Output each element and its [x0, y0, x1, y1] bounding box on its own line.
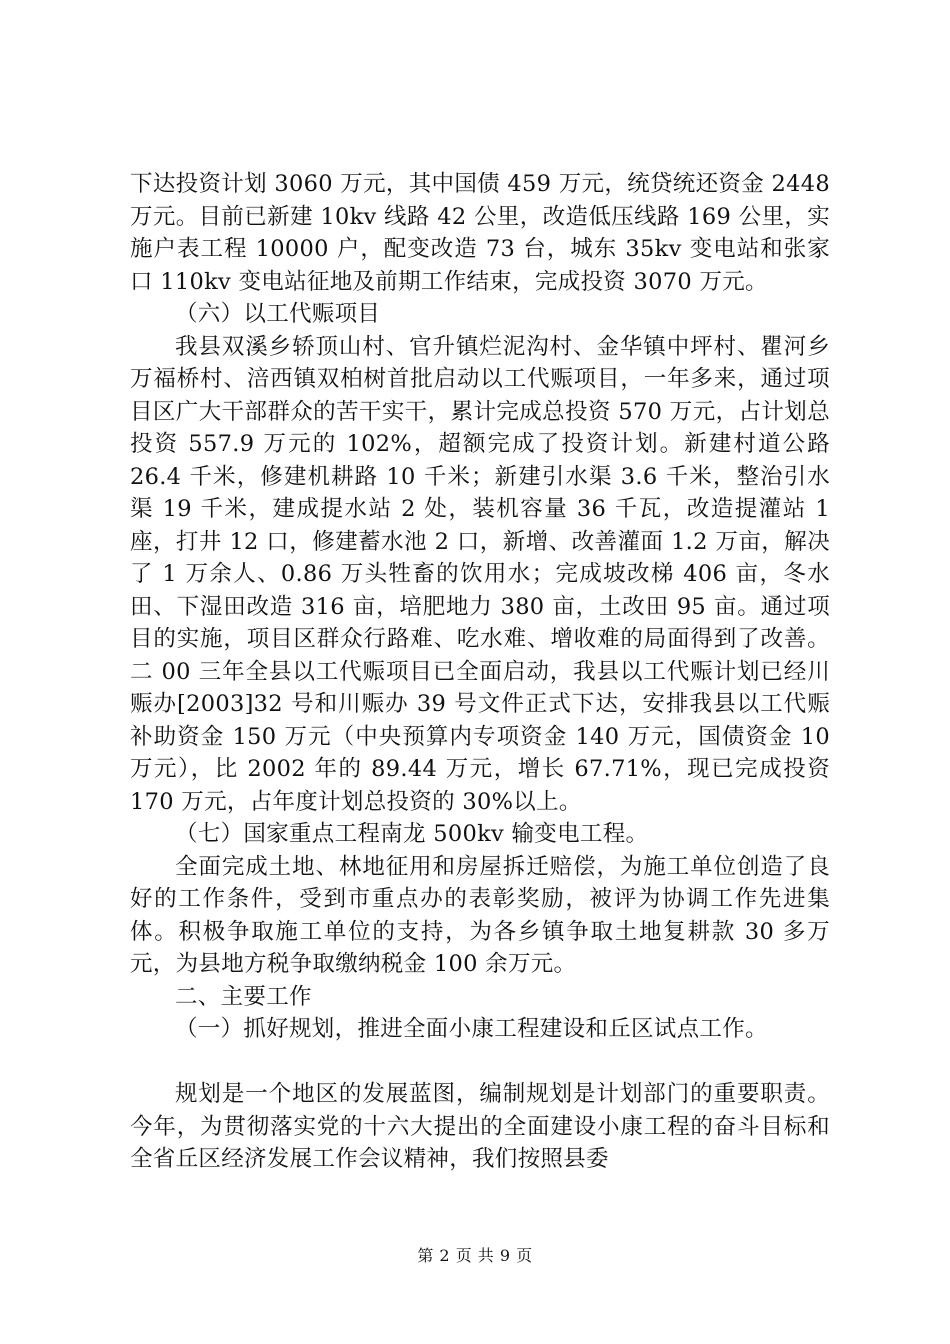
heading-planning-work: （一）抓好规划，推进全面小康工程建设和丘区试点工作。	[175, 1016, 768, 1042]
paragraph-nanlong-transmission-project: 全面完成土地、林地征用和房屋拆迁赔偿，为施工单位创造了良好的工作条件，受到市重点办的表彰奖励，被评为协调工作先进集体。积极争取施工单位的支持，为各乡镇争取土地复耕款 30 多万元，为县地方税争取缴纳税金 100 余万元。	[130, 853, 830, 977]
heading-main-work: 二、主要工作	[175, 983, 312, 1010]
paragraph-spacer	[130, 1046, 830, 1079]
document-body	[130, 168, 830, 1176]
heading-nanlong-transmission-project: （七）国家重点工程南龙 500kv 输变电工程。	[175, 821, 649, 847]
paragraph-planning-work: 规划是一个地区的发展蓝图，编制规划是计划部门的重要职责。今年，为贯彻落实党的十六大提出的全面建设小康工程的奋斗目标和全省丘区经济发展工作会议精神，我们按照县委	[130, 1081, 830, 1172]
paragraph-work-relief-project: 我县双溪乡轿顶山村、官升镇烂泥沟村、金华镇中坪村、瞿河乡万福桥村、涪西镇双柏树首批启动以工代赈项目，一年多来，通过项目区广大干部群众的苦干实干，累计完成总投资 570 万元，占计划总投资 557.9 万元的 102%，超额完成了投资计划。新建村道公路 26.4 千米，修建机耕路 10 千米；新建引水渠 3.6 千米，整治引水渠 19 千米，建成提水站 2 处，装机容量 36 千瓦，改造提灌站 1 座，打井 12 口，修建蓄水池 2 口，新增、改善灌面 1.2 万亩，解决了 1 万余人、0.86 万头牲畜的饮用水；完成坡改梯 406 亩，冬水田、下湿田改造 316 亩，培肥地力 380 亩，土改田 95 亩。通过项目的实施，项目区群众行路难、吃水难、增收难的局面得到了改善。二 00 三年全县以工代赈项目已全面启动，我县以工代赈计划已经川赈办[2003]32 号和川赈办 39 号文件正式下达，安排我县以工代赈补助资金 150 万元（中央预算内专项资金 140 万元，国债资金 10 万元），比 2002 年的 89.44 万元，增长 67.71%，现已完成投资 170 万元，占年度计划总投资的 30%以上。	[130, 333, 830, 815]
paragraph-investment-plan: 下达投资计划 3060 万元，其中国债 459 万元，统贷统还资金 2448 万元。目前已新建 10kv 线路 42 公里，改造低压线路 169 公里，实施户表工程 10000 户，配变改造 73 台，城东 35kv 变电站和张家口 110kv 变电站征地及前期工作结束，完成投资 3070 万元。	[130, 171, 830, 295]
page-number-footer: 第 2 页 共 9 页	[417, 1246, 533, 1265]
heading-work-relief-project: （六）以工代赈项目	[175, 301, 381, 327]
